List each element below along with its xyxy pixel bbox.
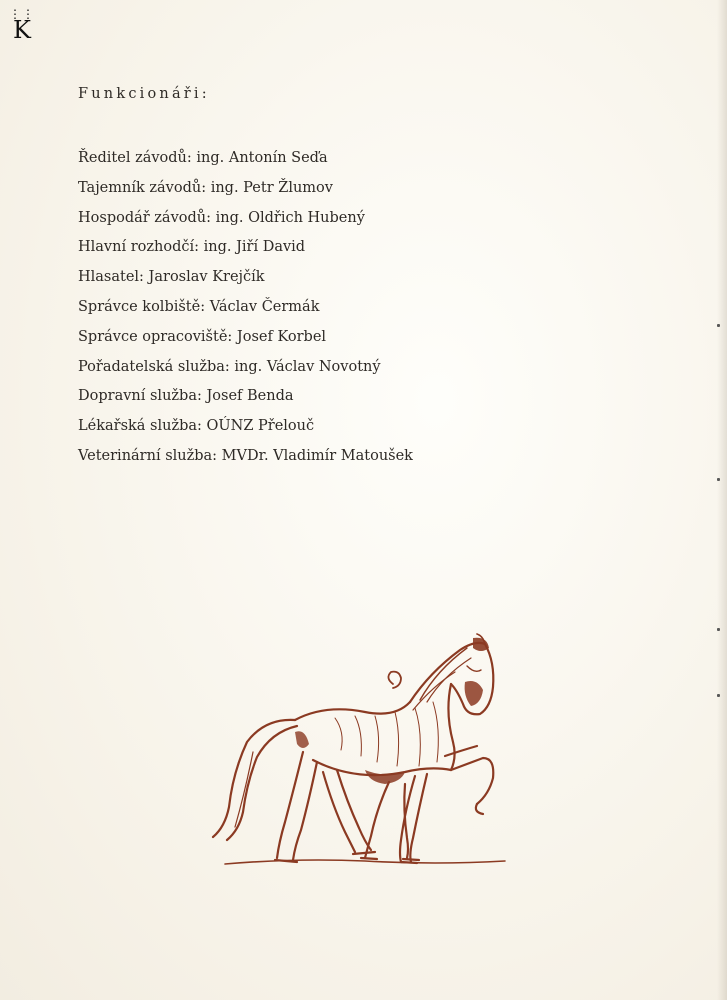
official-item: Hlavní rozhodčí: ing. Jiří David (78, 239, 306, 256)
horse-illustration (205, 632, 510, 874)
official-item: Hlasatel: Jaroslav Krejčík (78, 269, 265, 286)
official-item: Správce kolbiště: Václav Čermák (78, 298, 320, 315)
official-item: Tajemník závodů: ing. Petr Žlumov (78, 179, 333, 196)
official-item: Veterinární služba: MVDr. Vladimír Matoušek (78, 447, 413, 464)
logo-dots: ⋮⋮ (9, 7, 35, 21)
official-item: Správce opracoviště: Josef Korbel (78, 328, 327, 345)
official-item: Lékařská služba: OÚNZ Přelouč (78, 418, 315, 435)
edge-mark (717, 478, 720, 481)
page-heading: Funkcionáři: (78, 86, 210, 102)
publisher-logo (8, 7, 36, 50)
logo-letter: K (13, 16, 31, 44)
official-item: Hospodář závodů: ing. Oldřich Hubený (78, 209, 365, 226)
official-item: Dopravní služba: Josef Benda (78, 388, 294, 405)
edge-mark (717, 628, 720, 631)
official-item: Pořadatelská služba: ing. Václav Novotný (78, 358, 381, 375)
edge-mark (717, 694, 720, 697)
officials-list (78, 147, 413, 475)
edge-mark (717, 324, 720, 327)
official-item: Ředitel závodů: ing. Antonín Seďa (78, 150, 328, 166)
